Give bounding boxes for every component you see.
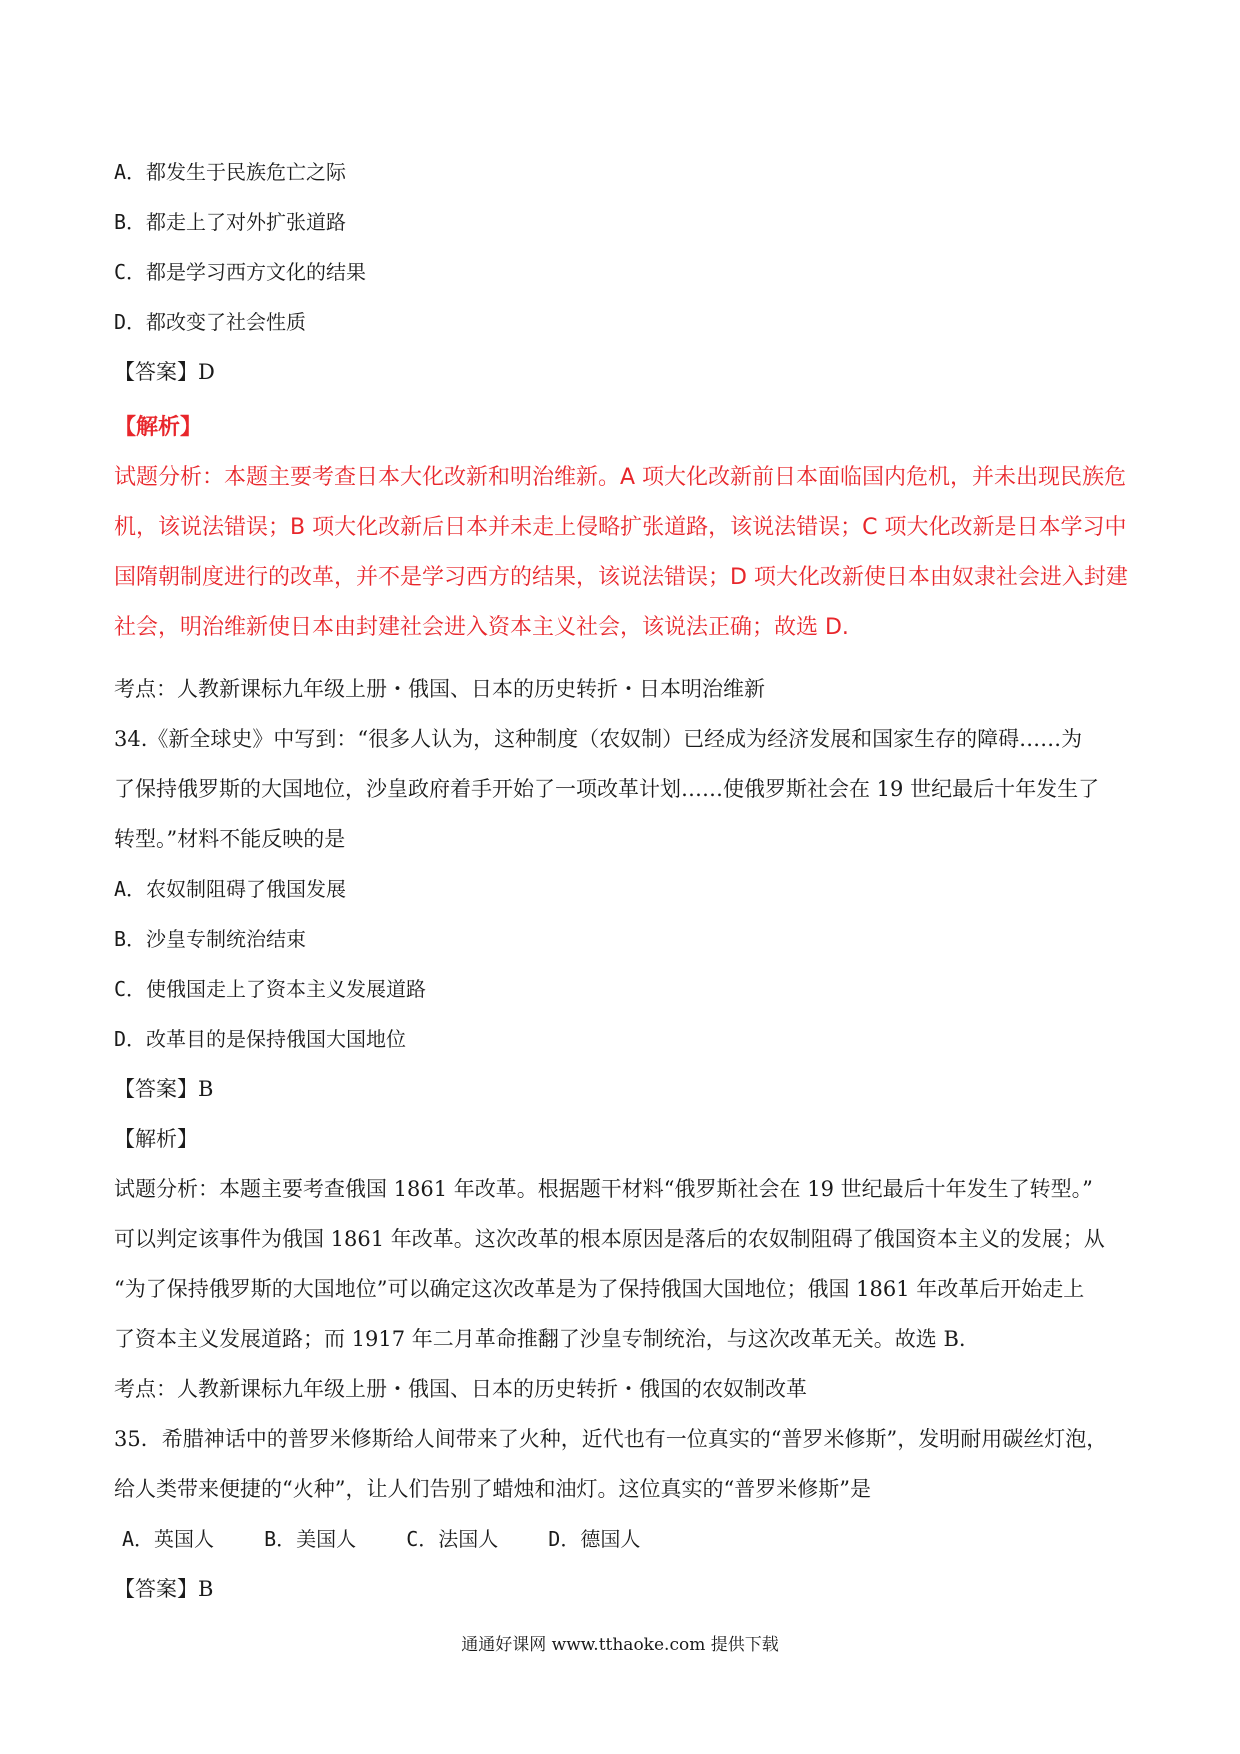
q34-analysis-line-3: “为了保持俄罗斯的大国地位”可以确定这次改革是为了保持俄国大国地位；俄国 1861 年改革后开始走上 <box>114 1277 1085 1301</box>
q35-answer: 【答案】B <box>114 1577 214 1601</box>
q33-kaodian: 考点：人教新课标九年级上册・俄国、日本的历史转折・日本明治维新 <box>114 677 765 701</box>
q35-stem-line-2: 给人类带来便捷的“火种”，让人们告别了蜡烛和油灯。这位真实的“普罗米修斯”是 <box>114 1477 871 1501</box>
q34-stem-line-1: 34.《新全球史》中写到：“很多人认为，这种制度（农奴制）已经成为经济发展和国家生存的障碍……为 <box>114 727 1083 751</box>
q33-option-b: B．都走上了对外扩张道路 <box>114 210 347 234</box>
q33-analysis-line-1: 试题分析：本题主要考查日本大化改新和明治维新。A 项大化改新前日本面临国内危机，并未出现民族危 <box>114 465 1127 490</box>
q34-analysis-line-1: 试题分析：本题主要考查俄国 1861 年改革。根据题干材料“俄罗斯社会在 19 世纪最后十年发生了转型。” <box>114 1177 1093 1201</box>
q34-kaodian: 考点：人教新课标九年级上册・俄国、日本的历史转折・俄国的农奴制改革 <box>114 1377 807 1401</box>
q34-analysis-line-4: 了资本主义发展道路；而 1917 年二月革命推翻了沙皇专制统治，与这次改革无关。故选 B. <box>114 1327 966 1351</box>
q35-option-b: B．美国人 <box>264 1527 357 1551</box>
q35-stem-line-1: 35．希腊神话中的普罗米修斯给人间带来了火种，近代也有一位真实的“普罗米修斯”，发明耐用碳丝灯泡， <box>114 1427 1108 1451</box>
q35-option-c: C．法国人 <box>406 1527 499 1551</box>
q34-analysis-title: 【解析】 <box>114 1127 198 1151</box>
q33-option-d: D．都改变了社会性质 <box>114 310 307 334</box>
q34-stem-line-3: 转型。”材料不能反映的是 <box>114 827 346 851</box>
q35-option-a: A．英国人 <box>122 1527 215 1551</box>
q35-options <box>122 1525 1142 1553</box>
q34-stem-line-2: 了保持俄罗斯的大国地位，沙皇政府着手开始了一项改革计划……使俄罗斯社会在 19 世纪最后十年发生了 <box>114 777 1100 801</box>
q33-option-a: A．都发生于民族危亡之际 <box>114 160 347 184</box>
q33-analysis-line-2: 机，该说法错误；B 项大化改新后日本并未走上侵略扩张道路，该说法错误；C 项大化改新是日本学习中 <box>114 515 1127 540</box>
q34-option-b: B．沙皇专制统治结束 <box>114 927 307 951</box>
page-footer: 通通好课网 www.tthaoke.com 提供下载 <box>461 1635 779 1655</box>
q34-analysis-line-2: 可以判定该事件为俄国 1861 年改革。这次改革的根本原因是落后的农奴制阻碍了俄国资本主义的发展；从 <box>114 1227 1105 1251</box>
q34-answer: 【答案】B <box>114 1077 214 1101</box>
q33-option-c: C．都是学习西方文化的结果 <box>114 260 367 284</box>
q35-option-d: D．德国人 <box>548 1527 641 1551</box>
q34-option-c: C．使俄国走上了资本主义发展道路 <box>114 977 427 1001</box>
q33-analysis-title: 【解析】 <box>114 415 203 440</box>
q33-analysis-line-4: 社会，明治维新使日本由封建社会进入资本主义社会，该说法正确；故选 D. <box>114 615 849 640</box>
q34-option-d: D．改革目的是保持俄国大国地位 <box>114 1027 407 1051</box>
q33-answer: 【答案】D <box>114 360 215 384</box>
q33-analysis-line-3: 国隋朝制度进行的改革，并不是学习西方的结果，该说法错误；D 项大化改新使日本由奴隶社会进入封建 <box>114 565 1128 590</box>
q34-option-a: A．农奴制阻碍了俄国发展 <box>114 877 347 901</box>
